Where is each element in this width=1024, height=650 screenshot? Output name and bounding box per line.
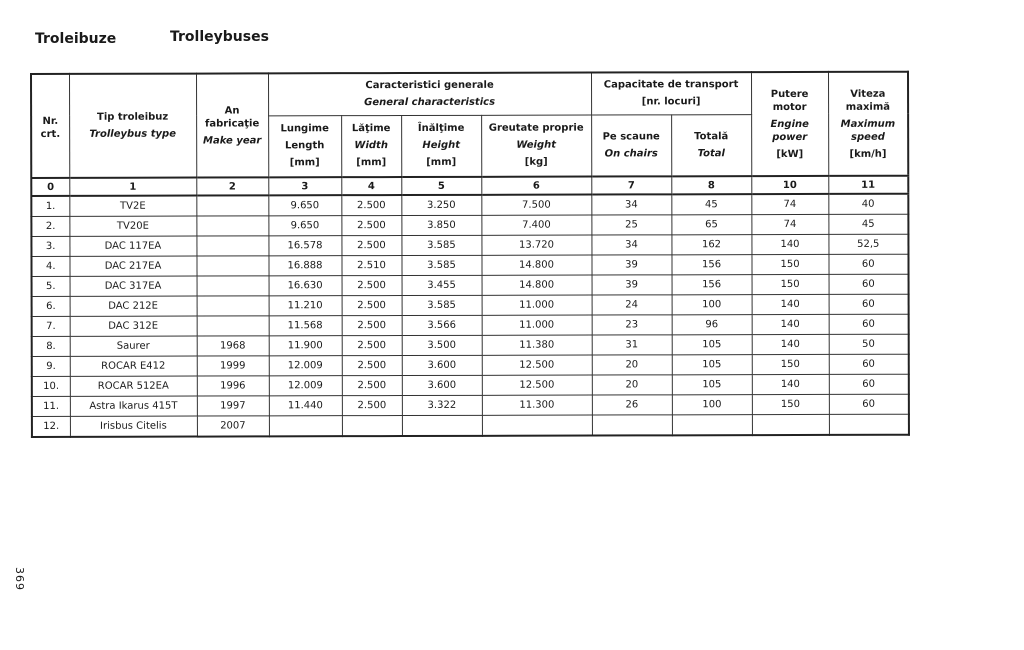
cell-speed (829, 414, 909, 435)
cell-weight (482, 415, 592, 436)
cell-power: 140 (752, 294, 829, 314)
column-index: 10 (751, 176, 828, 194)
cell-seats: 24 (592, 295, 672, 315)
cell-total: 65 (671, 215, 751, 235)
cell-nr: 9. (32, 356, 70, 376)
cell-year (196, 216, 268, 236)
column-index: 3 (268, 177, 341, 195)
column-index: 5 (401, 177, 481, 195)
table-row (32, 414, 909, 437)
cell-power: 74 (751, 194, 828, 215)
cell-nr: 6. (32, 296, 70, 316)
header-weight: Greutate proprie Weight [kg] (481, 115, 591, 177)
cell-type: DAC 217EA (69, 256, 196, 276)
cell-length: 9.650 (268, 216, 341, 236)
cell-nr: 7. (32, 316, 70, 336)
header-total: Totală Total (671, 114, 751, 176)
header-seats: Pe scaune On chairs (591, 114, 671, 176)
column-index: 7 (591, 176, 671, 194)
cell-type: DAC 317EA (70, 276, 197, 296)
cell-height: 3.600 (402, 375, 482, 395)
cell-length: 11.900 (269, 336, 342, 356)
cell-power: 140 (752, 334, 829, 354)
table-row (32, 274, 909, 296)
header-length: Lungime Length [mm] (268, 115, 341, 177)
cell-year: 1968 (197, 336, 269, 356)
cell-length: 11.568 (269, 316, 342, 336)
cell-weight: 11.300 (482, 395, 592, 415)
cell-weight: 12.500 (482, 375, 592, 395)
cell-height: 3.250 (401, 195, 481, 216)
cell-seats: 39 (592, 275, 672, 295)
cell-weight: 12.500 (482, 355, 592, 375)
cell-width: 2.500 (342, 276, 402, 296)
cell-total: 105 (672, 335, 752, 355)
header-capacity: Capacitate de transport [nr. locuri] (591, 72, 751, 114)
cell-height: 3.585 (402, 295, 482, 315)
cell-year: 1996 (197, 376, 269, 396)
cell-power: 150 (752, 274, 829, 294)
cell-total: 100 (672, 395, 752, 415)
cell-nr: 3. (31, 236, 69, 256)
cell-weight: 11.000 (482, 315, 592, 335)
table-row (31, 254, 908, 276)
cell-height: 3.600 (402, 355, 482, 375)
cell-power: 140 (752, 374, 829, 394)
cell-speed: 60 (829, 254, 909, 274)
cell-total: 105 (672, 355, 752, 375)
cell-speed: 60 (829, 374, 909, 394)
cell-speed: 60 (829, 294, 909, 314)
cell-power: 140 (752, 314, 829, 334)
cell-type: DAC 312E (70, 316, 197, 336)
cell-power: 150 (752, 354, 829, 374)
cell-width: 2.510 (341, 256, 401, 276)
cell-type: ROCAR 512EA (70, 376, 197, 396)
cell-width (342, 416, 402, 437)
cell-speed: 40 (828, 194, 908, 215)
column-index: 2 (196, 177, 268, 195)
cell-height (402, 415, 482, 436)
header-general: Caracteristici generale General characteristics (268, 73, 591, 116)
cell-type: Astra Ikarus 415T (70, 396, 197, 416)
column-index-row (31, 176, 908, 196)
cell-nr: 2. (31, 216, 69, 236)
column-index: 4 (341, 177, 401, 195)
cell-year (197, 296, 269, 316)
cell-weight: 7.500 (481, 195, 591, 216)
header-power: Putere motor Engine power [kW] (751, 72, 828, 176)
cell-length (269, 416, 342, 437)
trolleybus-table (30, 71, 910, 438)
cell-seats: 34 (591, 194, 671, 215)
header-nr: Nr. crt. (31, 74, 69, 178)
cell-width: 2.500 (341, 195, 401, 216)
cell-total: 156 (672, 275, 752, 295)
header-height: Înălţime Height [mm] (401, 115, 481, 177)
table-row (32, 394, 909, 416)
cell-height: 3.455 (402, 275, 482, 295)
cell-year: 1997 (197, 396, 269, 416)
cell-weight: 11.380 (482, 335, 592, 355)
cell-total (672, 415, 752, 436)
cell-width: 2.500 (342, 396, 402, 416)
cell-speed: 52,5 (828, 234, 908, 254)
cell-weight: 7.400 (481, 215, 591, 235)
header-type: Tip troleibuz Trolleybus type (69, 74, 196, 178)
table-row (31, 234, 908, 256)
cell-power: 150 (752, 254, 829, 274)
cell-weight: 14.800 (482, 275, 592, 295)
cell-type: DAC 117EA (69, 236, 196, 256)
cell-total: 45 (671, 194, 751, 215)
cell-year: 1999 (197, 356, 269, 376)
cell-total: 96 (672, 315, 752, 335)
cell-width: 2.500 (341, 236, 401, 256)
cell-length: 16.630 (269, 276, 342, 296)
cell-seats: 39 (592, 255, 672, 275)
cell-width: 2.500 (342, 336, 402, 356)
title-english: Trolleybuses (170, 29, 269, 45)
cell-length: 16.578 (268, 236, 341, 256)
table-row (32, 314, 909, 336)
table-row (32, 334, 909, 356)
cell-seats: 25 (591, 215, 671, 235)
cell-type: Saurer (70, 336, 197, 356)
cell-power (752, 414, 829, 435)
column-index: 8 (671, 176, 751, 194)
cell-length: 11.210 (269, 296, 342, 316)
cell-nr: 11. (32, 396, 70, 416)
cell-seats: 20 (592, 375, 672, 395)
table-row (32, 374, 909, 396)
cell-nr: 10. (32, 376, 70, 396)
cell-speed: 60 (829, 274, 909, 294)
header-width: Lăţime Width [mm] (341, 115, 401, 177)
cell-total: 105 (672, 375, 752, 395)
cell-power: 150 (752, 394, 829, 414)
cell-seats: 31 (592, 335, 672, 355)
cell-width: 2.500 (342, 296, 402, 316)
cell-power: 74 (751, 214, 828, 234)
cell-year (196, 195, 268, 216)
cell-width: 2.500 (342, 376, 402, 396)
header-year: An fabricaţie Make year (196, 73, 268, 177)
page-number: 369 (13, 567, 26, 591)
cell-type: Irisbus Citelis (70, 416, 197, 437)
cell-width: 2.500 (342, 316, 402, 336)
table-row (32, 354, 909, 376)
cell-weight: 11.000 (482, 295, 592, 315)
cell-speed: 60 (829, 394, 909, 414)
cell-total: 156 (672, 255, 752, 275)
cell-nr: 5. (32, 276, 70, 296)
cell-width: 2.500 (342, 356, 402, 376)
cell-nr: 4. (31, 256, 69, 276)
column-index: 11 (828, 176, 908, 194)
cell-type: DAC 212E (70, 296, 197, 316)
cell-height: 3.585 (401, 255, 481, 275)
cell-weight: 13.720 (481, 235, 591, 255)
cell-year (196, 236, 268, 256)
cell-speed: 45 (828, 214, 908, 234)
cell-height: 3.566 (402, 315, 482, 335)
title-romanian: Troleibuze (35, 31, 117, 47)
cell-height: 3.585 (401, 235, 481, 255)
cell-nr: 8. (32, 336, 70, 356)
table-row (31, 194, 908, 217)
cell-width: 2.500 (341, 216, 401, 236)
cell-year: 2007 (197, 416, 269, 437)
cell-total: 162 (671, 235, 751, 255)
cell-type: TV20E (69, 216, 196, 236)
cell-speed: 60 (829, 354, 909, 374)
cell-year (197, 276, 269, 296)
column-index: 6 (481, 177, 591, 195)
cell-year (197, 316, 269, 336)
column-index: 0 (31, 178, 69, 196)
cell-length: 12.009 (269, 356, 342, 376)
cell-seats: 20 (592, 355, 672, 375)
table-row (32, 294, 909, 316)
header-speed: Viteza maximă Maximum speed [km/h] (828, 72, 908, 176)
cell-seats (592, 415, 672, 436)
cell-weight: 14.800 (481, 255, 591, 275)
cell-nr: 1. (31, 196, 69, 217)
column-index: 1 (69, 178, 196, 196)
cell-length: 16.888 (268, 256, 341, 276)
cell-speed: 50 (829, 334, 909, 354)
cell-seats: 23 (592, 315, 672, 335)
cell-type: TV2E (69, 196, 196, 217)
cell-length: 12.009 (269, 376, 342, 396)
cell-length: 9.650 (268, 195, 341, 216)
cell-speed: 60 (829, 314, 909, 334)
cell-height: 3.322 (402, 395, 482, 415)
cell-seats: 26 (592, 395, 672, 415)
cell-length: 11.440 (269, 396, 342, 416)
cell-height: 3.500 (402, 335, 482, 355)
cell-seats: 34 (591, 235, 671, 255)
cell-year (196, 256, 268, 276)
table-row (31, 214, 908, 236)
cell-height: 3.850 (401, 215, 481, 235)
cell-nr: 12. (32, 416, 70, 437)
cell-type: ROCAR E412 (70, 356, 197, 376)
cell-total: 100 (672, 295, 752, 315)
cell-power: 140 (751, 234, 828, 254)
